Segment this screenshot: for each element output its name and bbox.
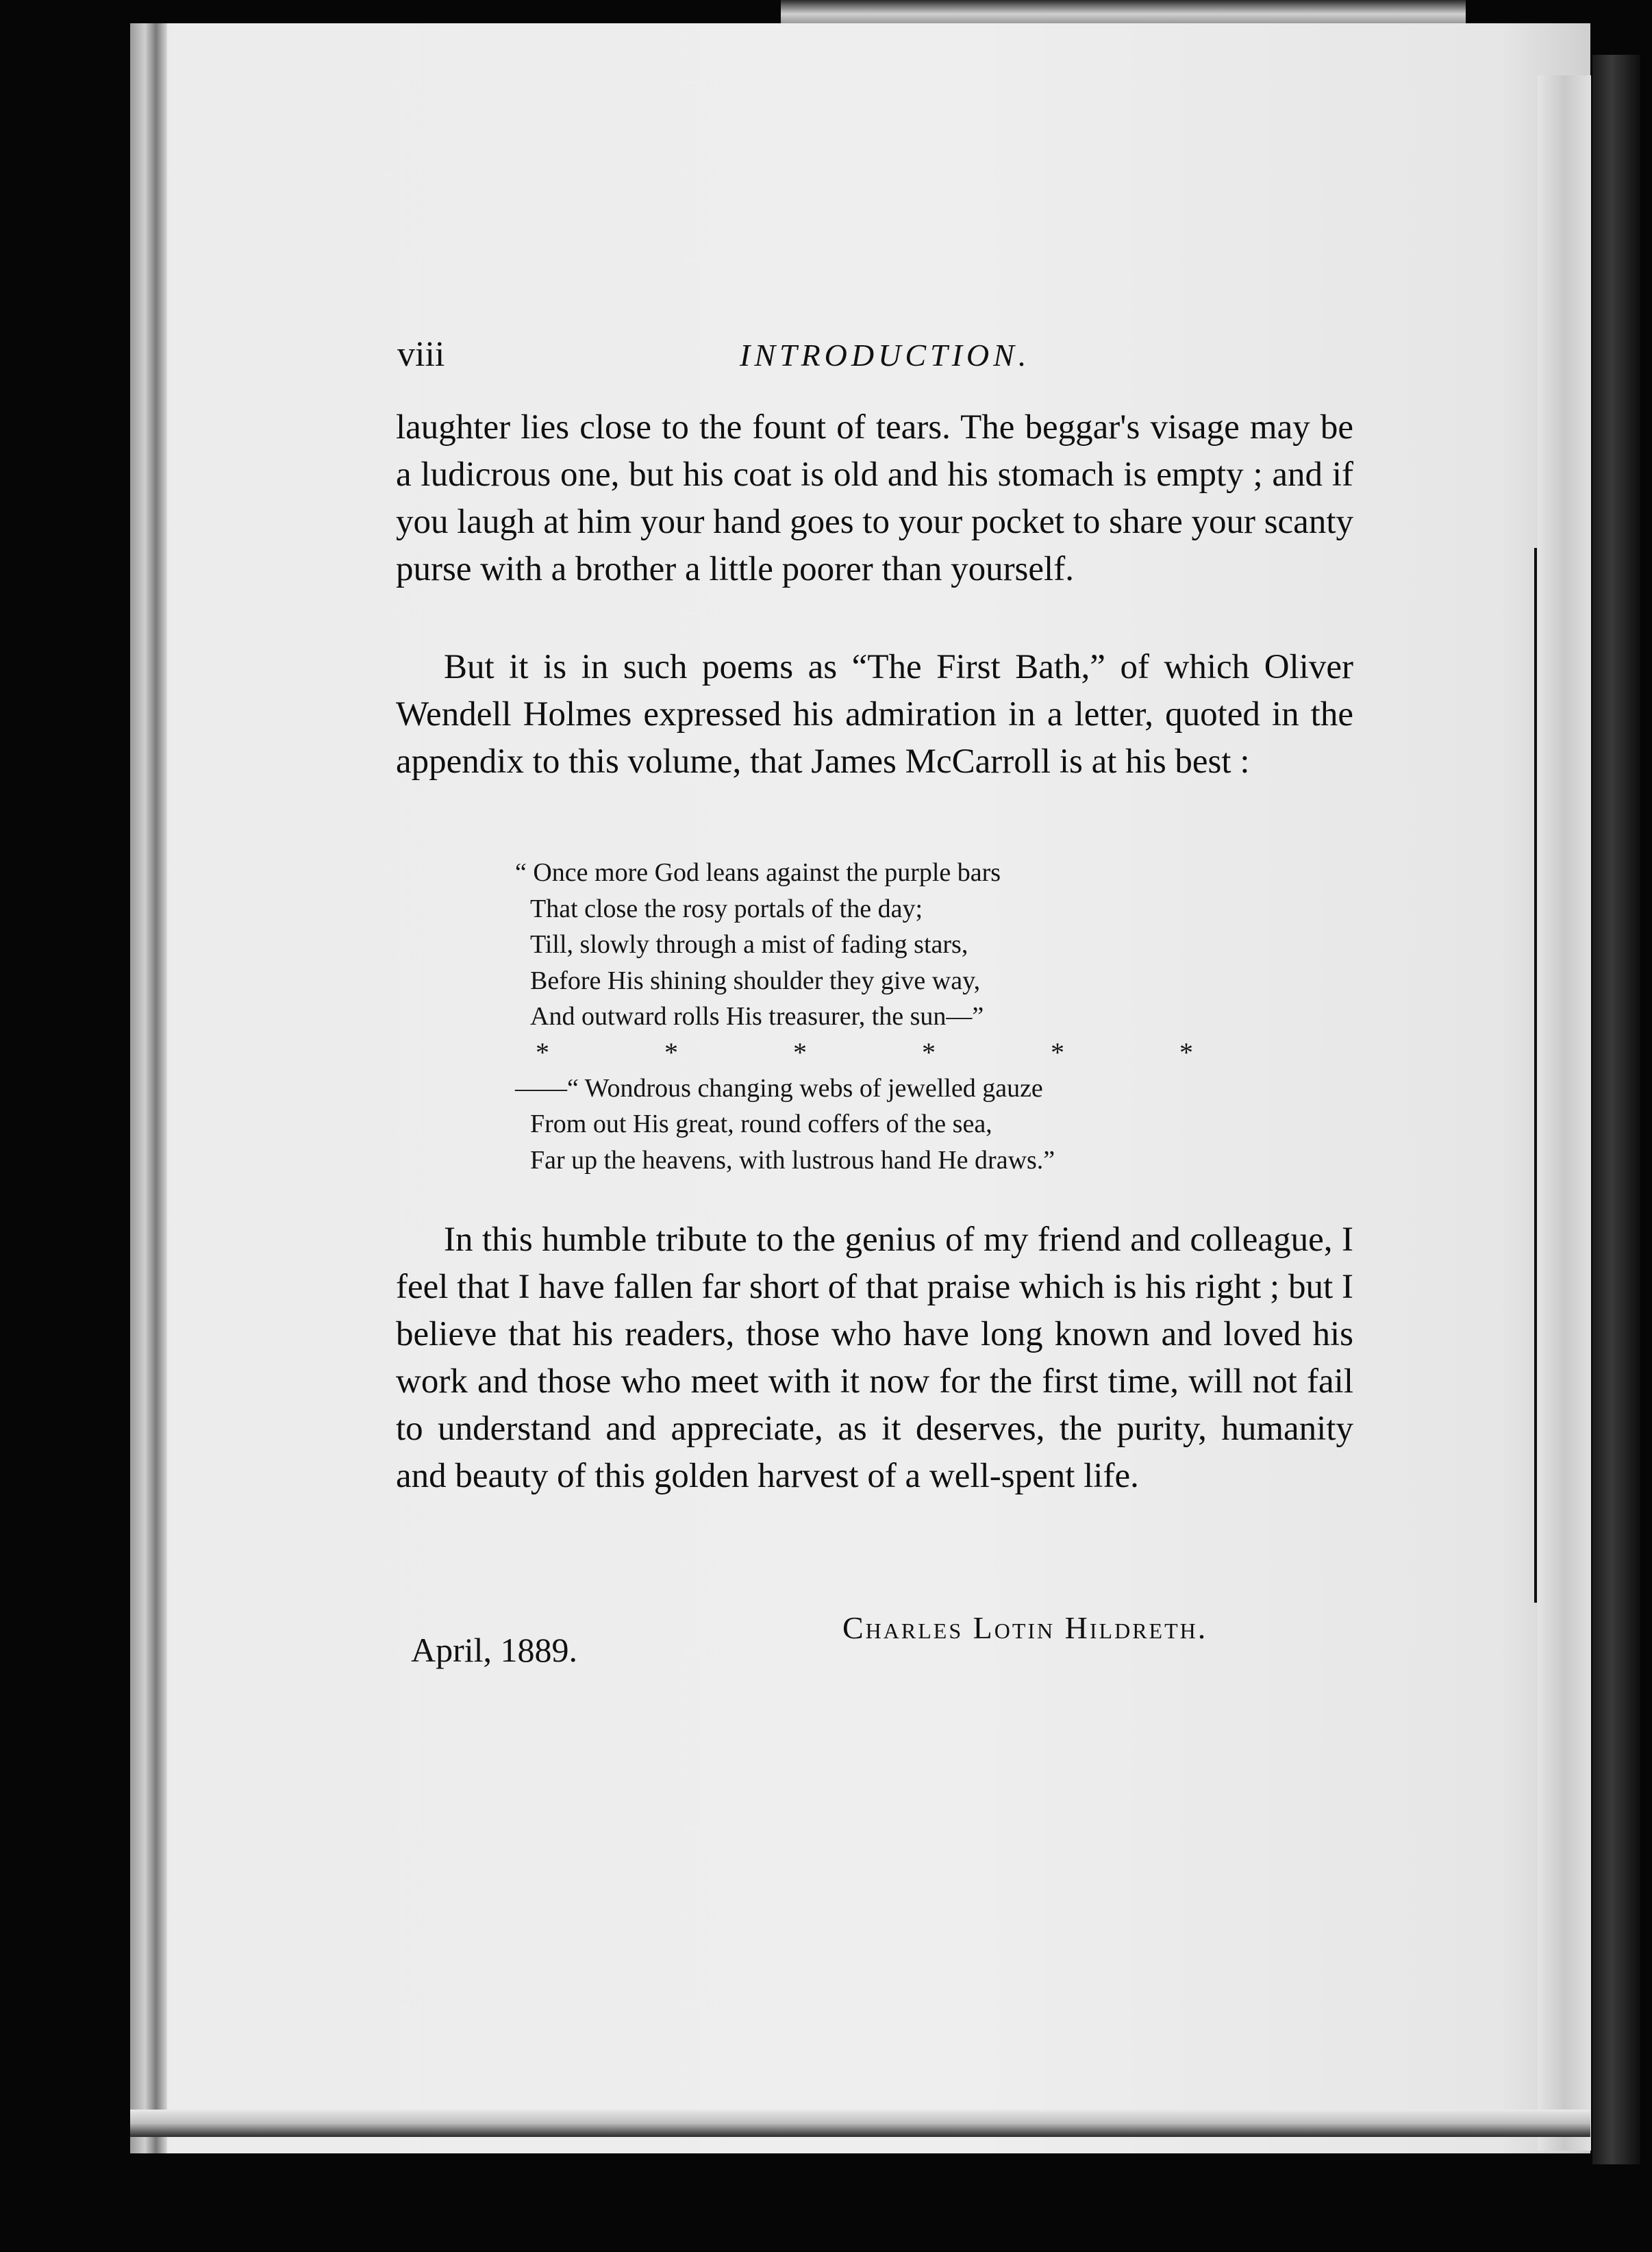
star-mark: * xyxy=(1179,1036,1193,1068)
star-mark: * xyxy=(536,1036,549,1068)
star-mark: * xyxy=(1051,1036,1064,1068)
verse-line: Far up the heavens, with lustrous hand He draws.” xyxy=(530,1145,1055,1175)
author-signature: Charles Lotin Hildreth. xyxy=(842,1610,1208,1645)
verse-line: And outward rolls His treasurer, the sun—” xyxy=(530,1002,984,1031)
verse-quotation xyxy=(515,855,1268,1178)
paragraph-1: laughter lies close to the fount of tears. The beggar's visage may be a ludicrous one, but his coat is old and his stomach is empty ; and if you laugh at him your hand goes to your pocket to share your scanty purse with a brother a little poorer than yourself. xyxy=(396,408,1353,588)
verse-line: Before His shining shoulder they give way, xyxy=(530,966,981,995)
running-title: INTRODUCTION. xyxy=(740,338,1031,373)
book-fore-edge xyxy=(1592,55,1640,2164)
book-top-edge xyxy=(781,0,1466,23)
paragraph-2: But it is in such poems as “The First Bath,” of which Oliver Wendell Holmes expressed his admiration in a letter, quoted in the appendix to this volume, that James McCarroll is at his best : xyxy=(396,648,1353,781)
verse-line: From out His great, round coffers of the sea, xyxy=(530,1110,992,1138)
running-head xyxy=(397,334,1356,389)
paragraph-3: In this humble tribute to the genius of my friend and colleague, I feel that I have fallen far short of that praise which is his right ; but I believe that his readers, those who have long known and loved his work and those who meet with it now for the first time, will not fail to understand and appreciate, as it deserves, the purity, humanity and beauty of this golden harvest of a well-spent life. xyxy=(396,1221,1353,1495)
verse-line: Till, slowly through a mist of fading stars, xyxy=(530,930,968,959)
margin-rule xyxy=(1534,548,1537,1603)
verse-line: That close the rosy portals of the day; xyxy=(530,894,923,923)
star-mark: * xyxy=(793,1036,807,1068)
date-line: April, 1889. xyxy=(411,1631,578,1669)
star-mark: * xyxy=(664,1036,678,1068)
page-number: viii xyxy=(397,335,445,374)
verse-line: ——“ Wondrous changing webs of jewelled gauze xyxy=(515,1073,1043,1103)
ellipsis-stars xyxy=(515,1035,1193,1071)
verse-line: “ Once more God leans against the purple bars xyxy=(515,858,1001,887)
book-bottom-edge xyxy=(130,2110,1590,2137)
page-gutter xyxy=(130,23,167,2153)
page-right-margin xyxy=(1538,75,1591,2151)
star-mark: * xyxy=(922,1036,936,1068)
